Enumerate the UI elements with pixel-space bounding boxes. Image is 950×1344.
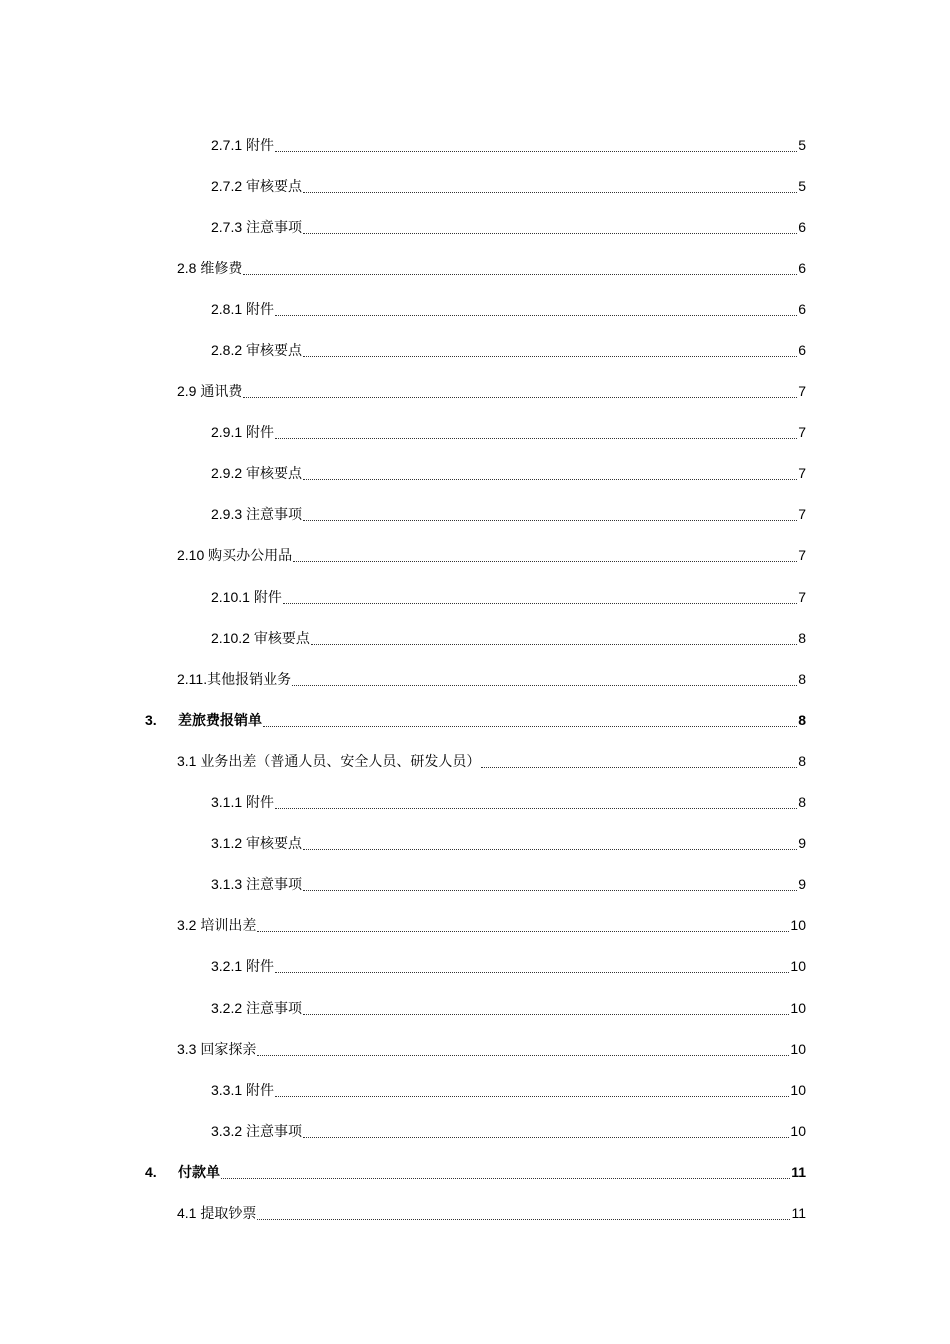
toc-entry-title: 2.9.3 注意事项 bbox=[211, 506, 303, 523]
toc-entry[interactable] bbox=[0, 124, 950, 165]
dot-leader bbox=[221, 1177, 790, 1179]
toc-entry-page-number: 10 bbox=[790, 1081, 806, 1098]
toc-entry-title: 2.7.1 附件 bbox=[211, 136, 275, 153]
dot-leader bbox=[303, 848, 797, 850]
toc-entry-page-number: 7 bbox=[798, 465, 806, 482]
toc-entry-title: 3.2.2 注意事项 bbox=[211, 999, 303, 1016]
toc-entry-page-number: 10 bbox=[790, 1122, 806, 1139]
toc-entry-page-number: 6 bbox=[798, 300, 806, 317]
toc-entry-page-number: 8 bbox=[798, 794, 806, 811]
toc-entry[interactable] bbox=[0, 1110, 950, 1151]
toc-entry-page-number: 7 bbox=[798, 383, 806, 400]
table-of-contents bbox=[0, 124, 950, 1234]
toc-entry[interactable] bbox=[0, 946, 950, 987]
toc-entry[interactable] bbox=[0, 247, 950, 288]
dot-leader bbox=[303, 191, 797, 193]
toc-entry-title: 2.10 购买办公用品 bbox=[177, 547, 293, 564]
toc-entry[interactable] bbox=[0, 453, 950, 494]
toc-entry-title: 2.7.3 注意事项 bbox=[211, 218, 303, 235]
toc-entry[interactable] bbox=[0, 1028, 950, 1069]
toc-entry-page-number: 9 bbox=[798, 835, 806, 852]
toc-entry[interactable] bbox=[0, 371, 950, 412]
toc-entry-title: 2.10.2 审核要点 bbox=[211, 629, 310, 646]
toc-entry[interactable] bbox=[0, 699, 950, 740]
dot-leader bbox=[283, 602, 797, 604]
toc-entry[interactable] bbox=[0, 617, 950, 658]
dot-leader bbox=[275, 971, 789, 973]
toc-entry[interactable] bbox=[0, 1151, 950, 1192]
toc-entry-page-number: 7 bbox=[798, 547, 806, 564]
toc-entry-page-number: 10 bbox=[790, 999, 806, 1016]
toc-entry-page-number: 11 bbox=[791, 1163, 806, 1180]
toc-entry[interactable] bbox=[0, 905, 950, 946]
toc-entry-page-number: 7 bbox=[798, 506, 806, 523]
dot-leader bbox=[275, 437, 797, 439]
toc-entry[interactable] bbox=[0, 1069, 950, 1110]
dot-leader bbox=[303, 1136, 789, 1138]
toc-entry[interactable] bbox=[0, 782, 950, 823]
toc-entry-page-number: 11 bbox=[791, 1204, 806, 1221]
dot-leader bbox=[243, 273, 797, 275]
toc-entry-title: 2.8.2 审核要点 bbox=[211, 342, 303, 359]
dot-leader bbox=[303, 889, 797, 891]
dot-leader bbox=[303, 1013, 789, 1015]
toc-entry-title: 2.8.1 附件 bbox=[211, 300, 275, 317]
toc-entry-title: 2.7.2 审核要点 bbox=[211, 177, 303, 194]
toc-entry-page-number: 10 bbox=[790, 958, 806, 975]
toc-entry-title: 2.8 维修费 bbox=[177, 259, 243, 276]
dot-leader bbox=[311, 643, 797, 645]
toc-entry-page-number: 5 bbox=[798, 136, 806, 153]
dot-leader bbox=[275, 314, 797, 316]
toc-entry[interactable] bbox=[0, 576, 950, 617]
toc-entry-title: 3.1.1 附件 bbox=[211, 794, 275, 811]
toc-entry-page-number: 8 bbox=[798, 629, 806, 646]
toc-entry[interactable] bbox=[0, 288, 950, 329]
toc-entry-page-number: 9 bbox=[798, 876, 806, 893]
toc-entry-title: 4.1 提取钞票 bbox=[177, 1204, 257, 1221]
toc-entry-title: 2.9.2 审核要点 bbox=[211, 465, 303, 482]
toc-entry[interactable] bbox=[0, 864, 950, 905]
dot-leader bbox=[243, 396, 797, 398]
toc-entry-title: 3.2.1 附件 bbox=[211, 958, 275, 975]
toc-entry[interactable] bbox=[0, 165, 950, 206]
toc-entry-page-number: 8 bbox=[798, 752, 806, 769]
toc-entry[interactable] bbox=[0, 658, 950, 699]
toc-entry-title: 付款单 bbox=[178, 1163, 220, 1180]
toc-entry-title: 2.10.1 附件 bbox=[211, 588, 282, 605]
dot-leader bbox=[303, 355, 797, 357]
toc-entry[interactable] bbox=[0, 206, 950, 247]
dot-leader bbox=[263, 725, 797, 727]
dot-leader bbox=[481, 766, 797, 768]
dot-leader bbox=[303, 232, 797, 234]
toc-entry[interactable] bbox=[0, 823, 950, 864]
toc-entry-title: 3.1.3 注意事项 bbox=[211, 876, 303, 893]
toc-entry-page-number: 8 bbox=[798, 670, 806, 687]
dot-leader bbox=[275, 150, 797, 152]
dot-leader bbox=[275, 807, 797, 809]
toc-entry-title: 2.9 通讯费 bbox=[177, 383, 243, 400]
dot-leader bbox=[257, 930, 789, 932]
dot-leader bbox=[257, 1054, 789, 1056]
toc-entry[interactable] bbox=[0, 740, 950, 781]
toc-entry[interactable] bbox=[0, 535, 950, 576]
toc-entry-title: 3.2 培训出差 bbox=[177, 917, 257, 934]
dot-leader bbox=[275, 1095, 789, 1097]
toc-entry[interactable] bbox=[0, 412, 950, 453]
toc-entry-page-number: 10 bbox=[790, 917, 806, 934]
toc-entry-number: 4. bbox=[145, 1163, 157, 1180]
dot-leader bbox=[303, 478, 797, 480]
toc-entry-page-number: 7 bbox=[798, 588, 806, 605]
toc-entry-title: 3.1.2 审核要点 bbox=[211, 835, 303, 852]
dot-leader bbox=[292, 684, 797, 686]
toc-entry-number: 3. bbox=[145, 711, 157, 728]
toc-entry-title: 3.3 回家探亲 bbox=[177, 1040, 257, 1057]
dot-leader bbox=[303, 519, 797, 521]
toc-entry-title: 3.1 业务出差（普通人员、安全人员、研发人员） bbox=[177, 752, 481, 769]
toc-entry-page-number: 6 bbox=[798, 342, 806, 359]
toc-entry-page-number: 8 bbox=[798, 711, 806, 728]
toc-entry-title: 3.3.1 附件 bbox=[211, 1081, 275, 1098]
toc-entry-page-number: 5 bbox=[798, 177, 806, 194]
toc-entry-title: 差旅费报销单 bbox=[178, 711, 262, 728]
toc-entry-page-number: 6 bbox=[798, 218, 806, 235]
toc-entry[interactable] bbox=[0, 494, 950, 535]
dot-leader bbox=[293, 560, 797, 562]
toc-entry-title: 2.11.其他报销业务 bbox=[177, 670, 292, 687]
toc-entry-page-number: 6 bbox=[798, 259, 806, 276]
dot-leader bbox=[257, 1218, 790, 1220]
toc-entry[interactable] bbox=[0, 1192, 950, 1233]
toc-entry-page-number: 10 bbox=[790, 1040, 806, 1057]
toc-entry-title: 2.9.1 附件 bbox=[211, 424, 275, 441]
toc-entry-title: 3.3.2 注意事项 bbox=[211, 1122, 303, 1139]
toc-entry[interactable] bbox=[0, 987, 950, 1028]
toc-entry[interactable] bbox=[0, 329, 950, 370]
toc-entry-page-number: 7 bbox=[798, 424, 806, 441]
